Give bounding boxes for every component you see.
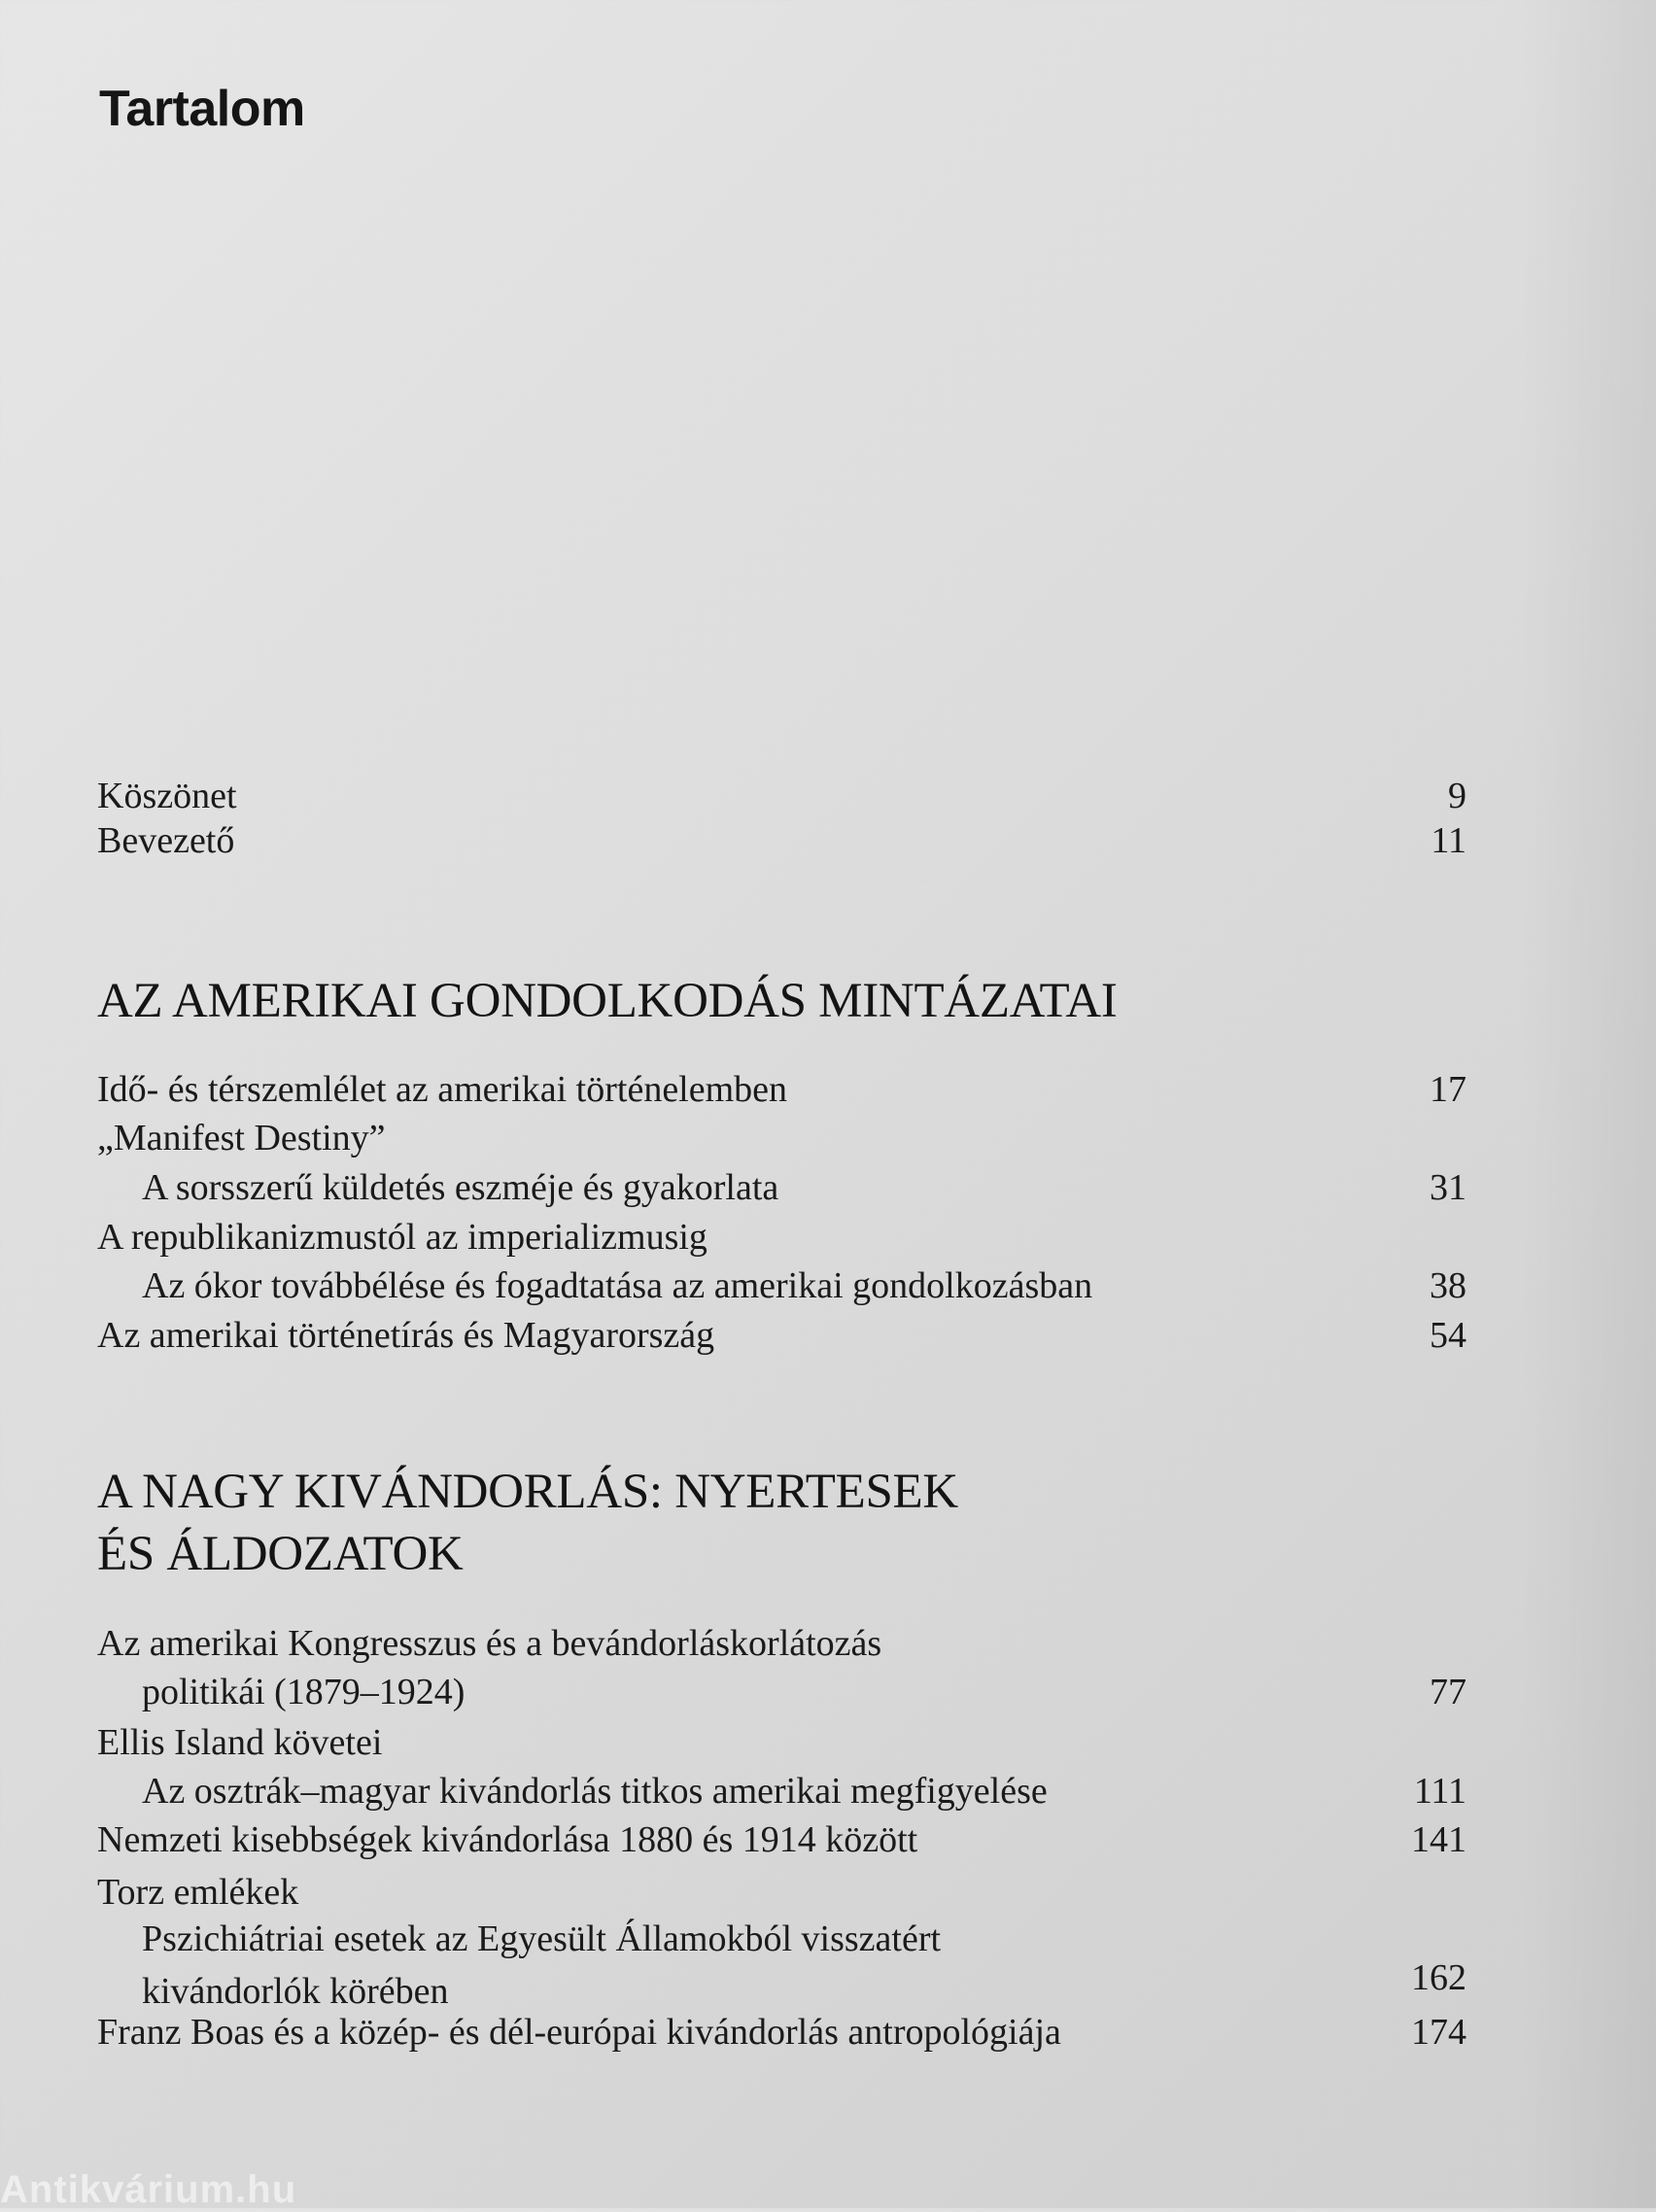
toc-entry xyxy=(97,1116,1466,1160)
toc-entry xyxy=(97,774,1466,818)
toc-entry xyxy=(97,1067,1466,1112)
watermark-text: Antikvárium.hu xyxy=(0,2168,297,2211)
toc-entry-title: Bevezető xyxy=(97,820,235,861)
toc-entry xyxy=(97,1817,1466,1862)
toc-entry-subtitle xyxy=(97,1165,1466,1210)
toc-entry-page: 38 xyxy=(1430,1265,1466,1306)
page-shadow xyxy=(1520,0,1656,2208)
toc-entry-page: 141 xyxy=(1411,1819,1466,1860)
toc-entry-subtitle xyxy=(97,1670,1466,1714)
page-heading: Tartalom xyxy=(99,81,305,137)
toc-entry-page: 9 xyxy=(1448,776,1466,816)
toc-entry xyxy=(97,2010,1466,2055)
toc-entry-title: Nemzeti kisebbségek kivándorlása 1880 és 1914 között xyxy=(97,1819,918,1860)
toc-entry-page: 17 xyxy=(1430,1069,1466,1110)
toc-entry-title: Ellis Island követei xyxy=(97,1722,383,1763)
toc-entry-subtitle xyxy=(97,1957,1466,2014)
section-title: A NAGY KIVÁNDORLÁS: NYERTESEK xyxy=(97,1465,958,1519)
toc-entry xyxy=(97,1720,1466,1765)
section-title-line2: ÉS ÁLDOZATOK xyxy=(97,1527,464,1581)
toc-entry-page: 54 xyxy=(1430,1315,1466,1356)
toc-entry xyxy=(97,1313,1466,1358)
toc-entry-title: Az osztrák–magyar kivándorlás titkos amerikai megfigyelése xyxy=(142,1771,1048,1812)
toc-entry-subtitle xyxy=(97,1263,1466,1308)
toc-entry-title: Idő- és térszemlélet az amerikai történelemben xyxy=(97,1069,788,1110)
toc-entry-title: A sorsszerű küldetés eszméje és gyakorlata xyxy=(142,1167,779,1208)
toc-entry-title: Az amerikai Kongresszus és a bevándorláskorlátozás xyxy=(97,1623,882,1664)
toc-entry-subtitle xyxy=(97,1769,1466,1814)
toc-entry-title: Franz Boas és a közép- és dél-európai kivándorlás antropológiája xyxy=(97,2012,1061,2053)
toc-entry xyxy=(97,818,1466,863)
toc-entry-page: 31 xyxy=(1430,1167,1466,1208)
toc-entry-title: Az ókor továbbélése és fogadtatása az amerikai gondolkozásban xyxy=(142,1265,1093,1306)
toc-entry-title: Köszönet xyxy=(97,776,237,816)
toc-entry-page: 174 xyxy=(1411,2012,1466,2053)
toc-entry-page: 162 xyxy=(1411,1957,1466,1998)
toc-entry-page: 111 xyxy=(1413,1771,1466,1812)
toc-entry-page: 11 xyxy=(1431,820,1466,861)
toc-entry-title: Torz emlékek xyxy=(97,1872,299,1913)
section-title: AZ AMERIKAI GONDOLKODÁS MINTÁZATAI xyxy=(97,974,1118,1028)
toc-entry-title: kivándorlók körében xyxy=(142,1971,449,2012)
toc-entry-title: Az amerikai történetírás és Magyarország xyxy=(97,1315,715,1356)
toc-entry xyxy=(97,1870,1466,1915)
toc-entry-page: 77 xyxy=(1430,1672,1466,1712)
toc-entry xyxy=(97,1215,1466,1260)
toc-entry-title: „Manifest Destiny” xyxy=(97,1118,386,1158)
toc-entry xyxy=(97,1621,1466,1666)
toc-entry-title: politikái (1879–1924) xyxy=(142,1672,466,1712)
toc-entry-subtitle xyxy=(97,1917,1466,1961)
toc-entry-title: A republikanizmustól az imperializmusig xyxy=(97,1217,707,1258)
toc-entry-title: Pszichiátriai esetek az Egyesült Államokból visszatért xyxy=(142,1918,942,1959)
